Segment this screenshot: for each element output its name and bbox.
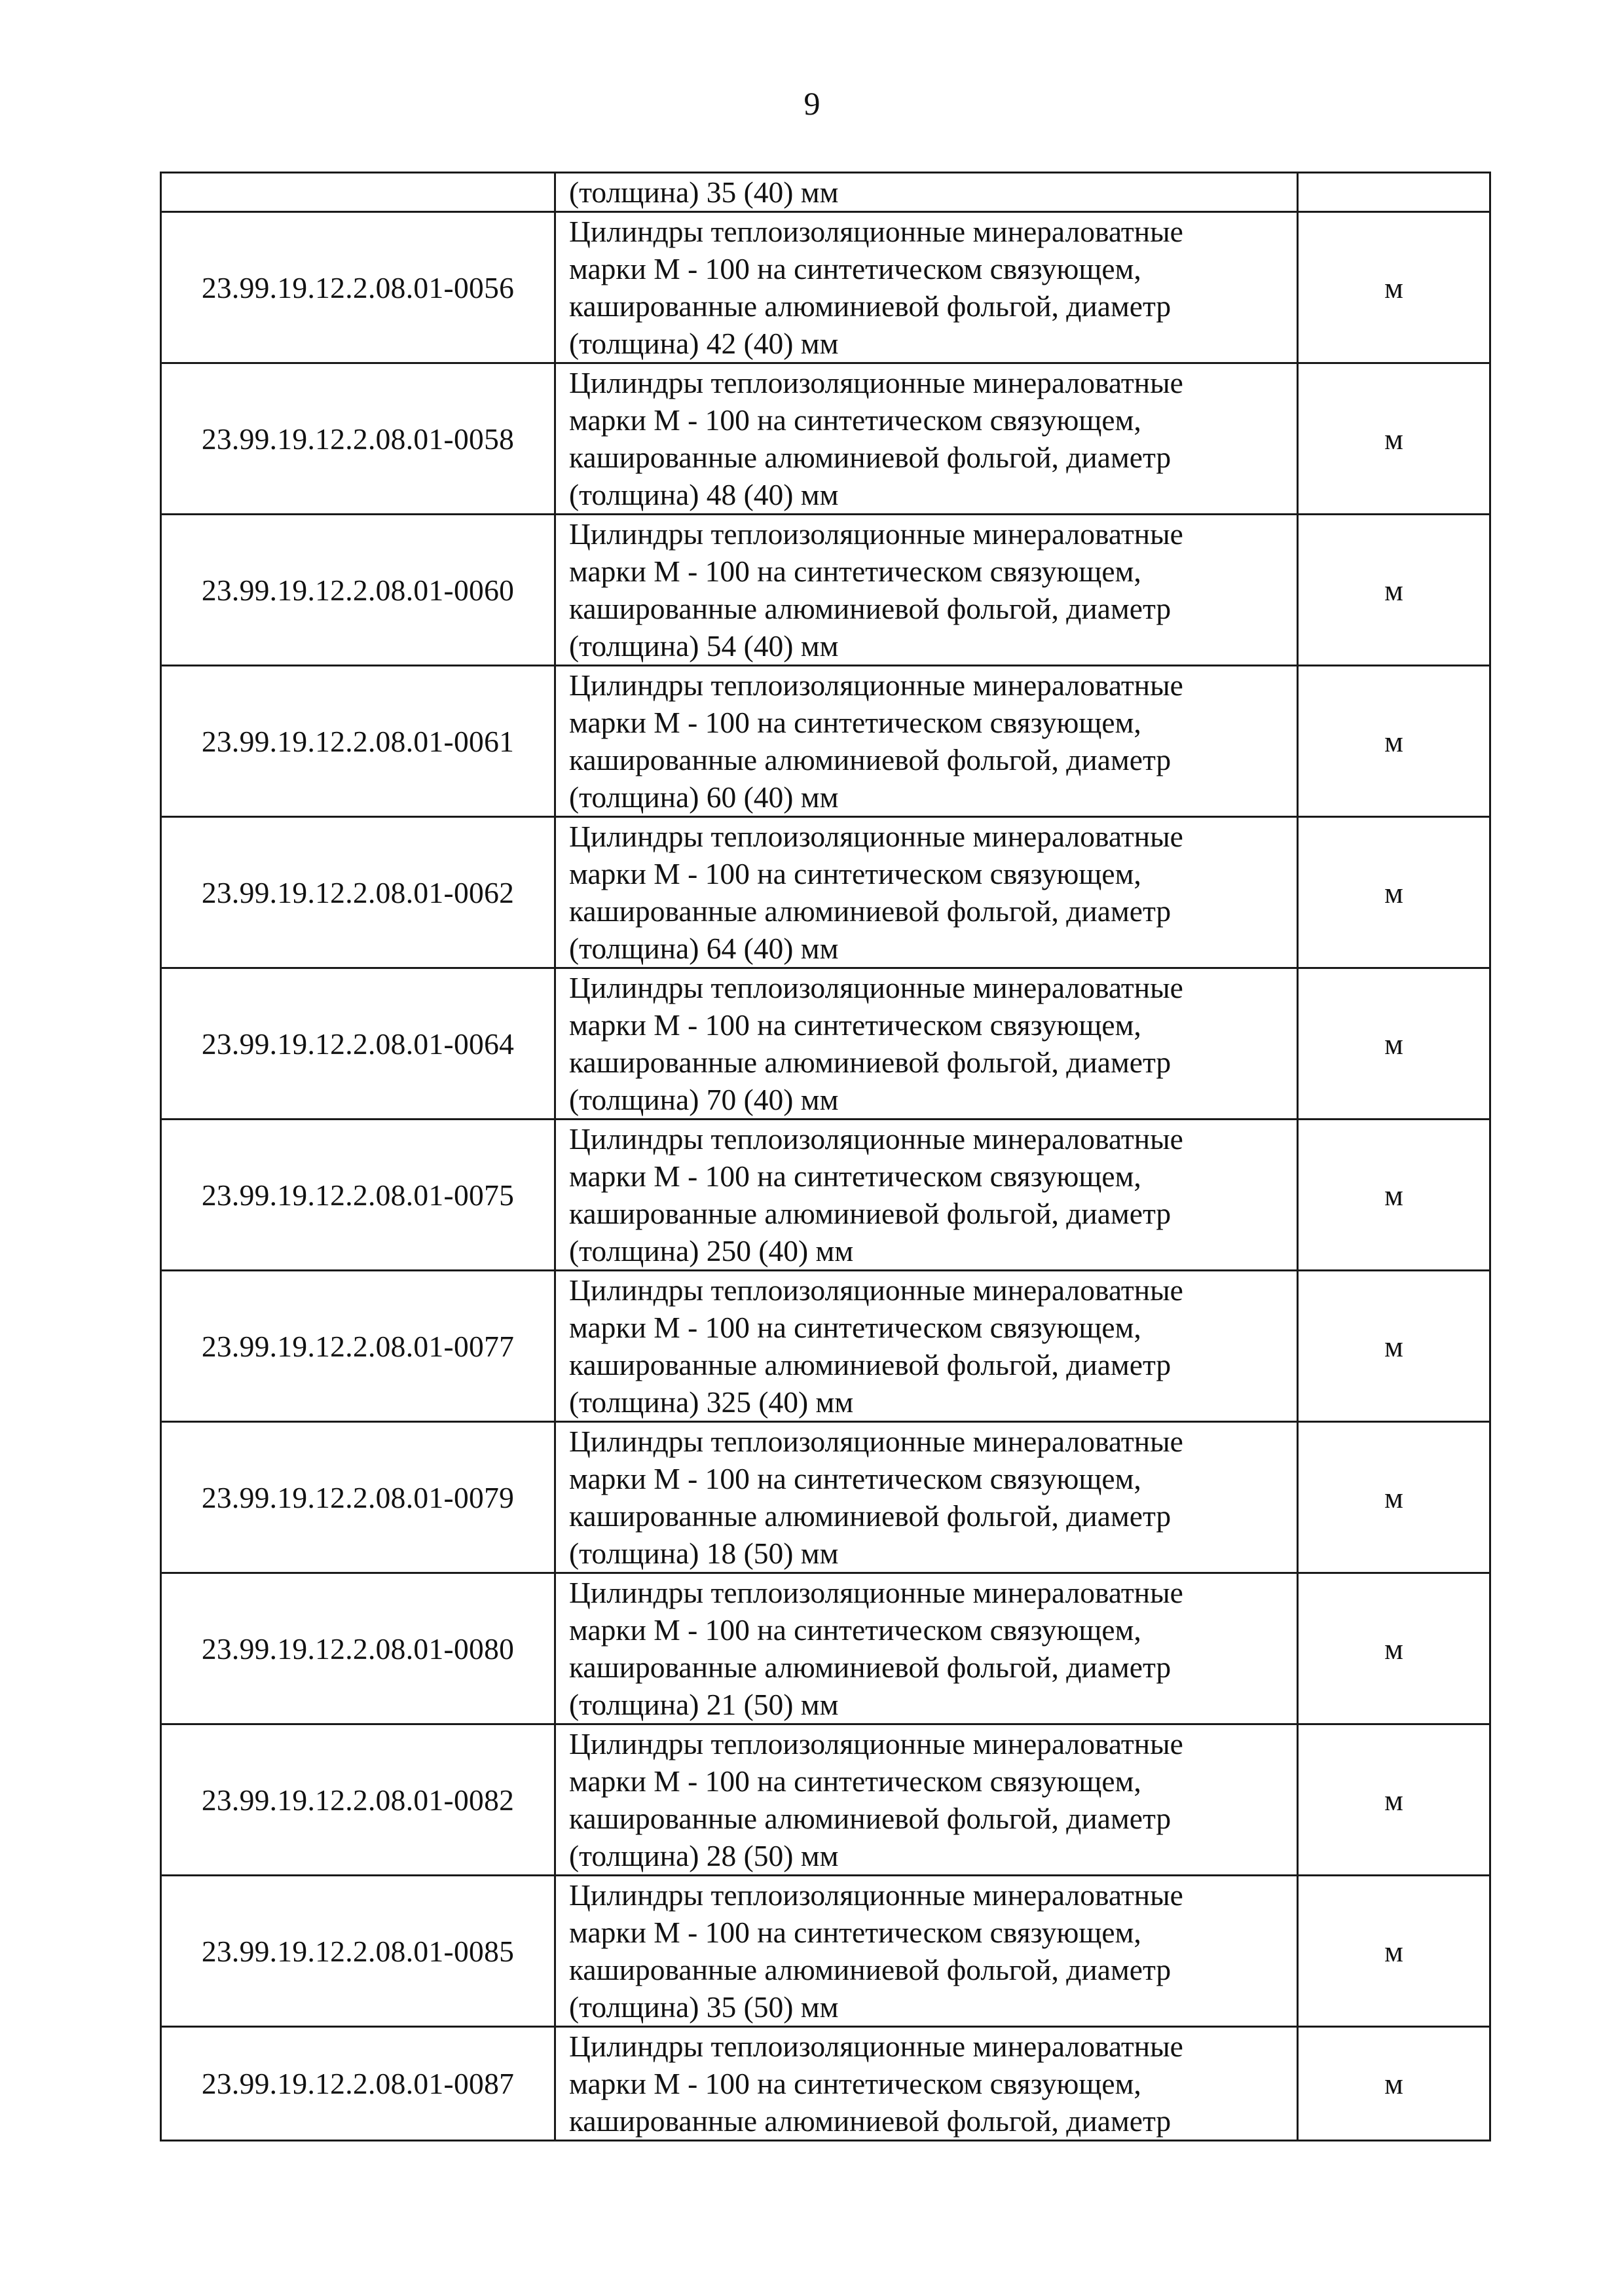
- description-line: кашированные алюминиевой фольгой, диаметр: [569, 1953, 1172, 1986]
- description-line: (толщина) 48 (40) мм: [569, 478, 839, 511]
- code-cell: 23.99.19.12.2.08.01-0082: [161, 1724, 555, 1876]
- description-line: Цилиндры теплоизоляционные минераловатные: [569, 1878, 1183, 1912]
- code-cell: 23.99.19.12.2.08.01-0077: [161, 1271, 555, 1422]
- table-row: [161, 817, 1490, 968]
- description-line: (толщина) 35 (40) мм: [569, 175, 839, 209]
- description-line: (толщина) 28 (50) мм: [569, 1839, 839, 1872]
- table-row: [161, 515, 1490, 666]
- description-line: (толщина) 70 (40) мм: [569, 1083, 839, 1116]
- unit-cell: м: [1298, 666, 1490, 817]
- unit-cell: м: [1298, 1573, 1490, 1724]
- description-line: марки М - 100 на синтетическом связующем,: [569, 706, 1141, 739]
- table-row: [161, 1120, 1490, 1271]
- unit-cell: м: [1298, 363, 1490, 515]
- table-row: [161, 1724, 1490, 1876]
- code-cell: 23.99.19.12.2.08.01-0064: [161, 968, 555, 1120]
- description-cell: [555, 817, 1298, 968]
- code-cell: 23.99.19.12.2.08.01-0056: [161, 212, 555, 363]
- unit-cell: [1298, 173, 1490, 212]
- description-line: Цилиндры теплоизоляционные минераловатные: [569, 366, 1183, 399]
- description-line: Цилиндры теплоизоляционные минераловатные: [569, 1727, 1183, 1760]
- code-cell: 23.99.19.12.2.08.01-0062: [161, 817, 555, 968]
- table-row: [161, 968, 1490, 1120]
- description-line: Цилиндры теплоизоляционные минераловатные: [569, 1576, 1183, 1609]
- unit-cell: м: [1298, 1724, 1490, 1876]
- description-line: Цилиндры теплоизоляционные минераловатные: [569, 2030, 1183, 2063]
- description-line: кашированные алюминиевой фольгой, диаметр: [569, 592, 1172, 625]
- description-cell: [555, 515, 1298, 666]
- description-line: марки М - 100 на синтетическом связующем,: [569, 555, 1141, 588]
- resource-table: [160, 172, 1491, 2141]
- description-line: марки М - 100 на синтетическом связующем,: [569, 857, 1141, 890]
- description-line: (толщина) 325 (40) мм: [569, 1385, 854, 1419]
- description-line: Цилиндры теплоизоляционные минераловатные: [569, 1122, 1183, 1156]
- unit-cell: м: [1298, 1876, 1490, 2027]
- unit-cell: м: [1298, 1422, 1490, 1573]
- description-line: кашированные алюминиевой фольгой, диаметр: [569, 1348, 1172, 1381]
- description-line: (толщина) 21 (50) мм: [569, 1688, 839, 1721]
- description-line: марки М - 100 на синтетическом связующем,: [569, 1159, 1141, 1193]
- table-row: [161, 363, 1490, 515]
- description-cell: [555, 1271, 1298, 1422]
- description-line: (толщина) 250 (40) мм: [569, 1234, 854, 1267]
- unit-cell: м: [1298, 2027, 1490, 2141]
- unit-cell: м: [1298, 1120, 1490, 1271]
- code-cell: 23.99.19.12.2.08.01-0085: [161, 1876, 555, 2027]
- description-cell: [555, 2027, 1298, 2141]
- description-line: марки М - 100 на синтетическом связующем,: [569, 1916, 1141, 1949]
- description-line: (толщина) 54 (40) мм: [569, 629, 839, 663]
- description-cell: [555, 968, 1298, 1120]
- table-row: [161, 1876, 1490, 2027]
- code-cell: 23.99.19.12.2.08.01-0080: [161, 1573, 555, 1724]
- description-line: Цилиндры теплоизоляционные минераловатные: [569, 1425, 1183, 1458]
- unit-cell: м: [1298, 817, 1490, 968]
- description-line: кашированные алюминиевой фольгой, диаметр: [569, 1650, 1172, 1684]
- code-cell: [161, 173, 555, 212]
- description-line: (толщина) 60 (40) мм: [569, 780, 839, 814]
- code-cell: 23.99.19.12.2.08.01-0075: [161, 1120, 555, 1271]
- description-line: кашированные алюминиевой фольгой, диаметр: [569, 441, 1172, 474]
- unit-cell: м: [1298, 515, 1490, 666]
- description-line: марки М - 100 на синтетическом связующем,: [569, 1008, 1141, 1042]
- table-row: [161, 666, 1490, 817]
- code-cell: 23.99.19.12.2.08.01-0079: [161, 1422, 555, 1573]
- table-row: [161, 1271, 1490, 1422]
- description-cell: [555, 1422, 1298, 1573]
- table-row-continuation: [161, 173, 1490, 212]
- description-line: кашированные алюминиевой фольгой, диаметр: [569, 1499, 1172, 1533]
- description-line: Цилиндры теплоизоляционные минераловатные: [569, 971, 1183, 1004]
- description-line: марки М - 100 на синтетическом связующем,: [569, 1311, 1141, 1344]
- description-line: Цилиндры теплоизоляционные минераловатные: [569, 820, 1183, 853]
- description-cell: [555, 212, 1298, 363]
- table-row: [161, 1573, 1490, 1724]
- description-line: марки М - 100 на синтетическом связующем,: [569, 1613, 1141, 1647]
- description-line: кашированные алюминиевой фольгой, диаметр: [569, 2104, 1172, 2138]
- description-cell: [555, 1120, 1298, 1271]
- description-line: кашированные алюминиевой фольгой, диаметр: [569, 1197, 1172, 1230]
- unit-cell: м: [1298, 1271, 1490, 1422]
- description-line: Цилиндры теплоизоляционные минераловатные: [569, 1273, 1183, 1307]
- description-line: марки М - 100 на синтетическом связующем,: [569, 1462, 1141, 1495]
- table-body: [161, 173, 1490, 2141]
- description-line: Цилиндры теплоизоляционные минераловатные: [569, 215, 1183, 248]
- description-line: кашированные алюминиевой фольгой, диаметр: [569, 743, 1172, 776]
- code-cell: 23.99.19.12.2.08.01-0060: [161, 515, 555, 666]
- description-line: марки М - 100 на синтетическом связующем,: [569, 1764, 1141, 1798]
- code-cell: 23.99.19.12.2.08.01-0087: [161, 2027, 555, 2141]
- description-line: марки М - 100 на синтетическом связующем,: [569, 252, 1141, 285]
- code-cell: 23.99.19.12.2.08.01-0061: [161, 666, 555, 817]
- page-number: 9: [803, 85, 821, 122]
- description-line: Цилиндры теплоизоляционные минераловатные: [569, 668, 1183, 702]
- description-cell: [555, 1876, 1298, 2027]
- description-cell: [555, 666, 1298, 817]
- description-line: марки М - 100 на синтетическом связующем,: [569, 403, 1141, 437]
- unit-cell: м: [1298, 212, 1490, 363]
- description-line: (толщина) 35 (50) мм: [569, 1990, 839, 2024]
- description-line: кашированные алюминиевой фольгой, диаметр: [569, 289, 1172, 323]
- description-line: (толщина) 42 (40) мм: [569, 327, 839, 360]
- description-line: Цилиндры теплоизоляционные минераловатные: [569, 517, 1183, 551]
- description-cell: [555, 173, 1298, 212]
- table-row: [161, 1422, 1490, 1573]
- code-cell: 23.99.19.12.2.08.01-0058: [161, 363, 555, 515]
- description-line: кашированные алюминиевой фольгой, диаметр: [569, 1802, 1172, 1835]
- description-line: (толщина) 18 (50) мм: [569, 1537, 839, 1570]
- table-row: [161, 212, 1490, 363]
- description-line: кашированные алюминиевой фольгой, диаметр: [569, 1046, 1172, 1079]
- unit-cell: м: [1298, 968, 1490, 1120]
- description-line: марки М - 100 на синтетическом связующем,: [569, 2067, 1141, 2100]
- description-line: кашированные алюминиевой фольгой, диаметр: [569, 894, 1172, 928]
- table-row: [161, 2027, 1490, 2141]
- description-cell: [555, 363, 1298, 515]
- description-cell: [555, 1724, 1298, 1876]
- description-line: (толщина) 64 (40) мм: [569, 932, 839, 965]
- description-cell: [555, 1573, 1298, 1724]
